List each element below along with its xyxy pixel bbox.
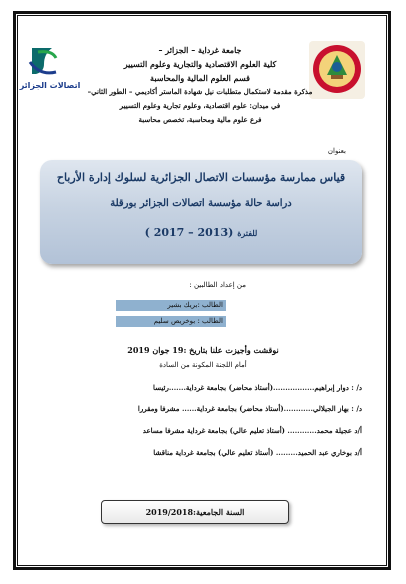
- department-name: قسم العلوم المالية والمحاسبة: [150, 73, 250, 83]
- period-years: (2013 – 2017 ): [144, 226, 234, 239]
- thesis-title: قياس ممارسة مؤسسات الاتصال الجزائرية لسلوك إدارة الأرباح: [56, 171, 346, 184]
- defense-date: نوقشت وأجيزت علنا بتاريخ :19 جوان 2019: [127, 345, 279, 355]
- student-1: الطالب :بريك بشير: [116, 300, 226, 311]
- title-box: [40, 160, 362, 264]
- branch-line: فرع علوم مالية ومحاسبة، تخصص محاسبة: [138, 115, 262, 124]
- student-2: الطالب : بوخريص سليم: [116, 316, 226, 327]
- prepared-by-label: من إعداد الطالبين :: [189, 281, 246, 289]
- academic-year-box: السنة الجامعية:2019/2018: [101, 500, 289, 524]
- jury-member-1: د/ : دوار إبراهيم.................(أستاذ محاضر) بجامعة غرداية.......رئيسا: [153, 383, 362, 392]
- jury-member-2: د/ : بهاز الجيلالي............(أستاذ محاضر) بجامعة غرداية...... مشرفا ومقررا: [137, 404, 362, 413]
- committee-label: أمام اللجنة المكونة من السادة: [159, 361, 247, 369]
- faculty-name: كلية العلوم الاقتصادية والتجارية وعلوم التسيير: [123, 59, 277, 69]
- institution-header: [70, 43, 330, 127]
- period-line: [40, 226, 362, 239]
- university-name: جامعة غرداية – الجزائر –: [158, 45, 242, 55]
- subject-label: بعنوان: [327, 147, 346, 155]
- thesis-description: مذكرة مقدمة لاستكمال متطلبات نيل شهادة الماستر أكاديمي – الطور الثاني–: [87, 87, 313, 96]
- case-study-line: دراسة حالة مؤسسة اتصالات الجزائر بورقلة: [110, 198, 292, 209]
- field-line: في ميدان: علوم اقتصادية، وعلوم تجارية وعلوم التسيير: [119, 101, 281, 110]
- jury-member-3: أ/د عجيلة محمد............ (أستاذ تعليم عالي) بجامعة غرداية مشرفا مساعد: [142, 426, 362, 435]
- algerie-telecom-logo: [19, 42, 81, 94]
- jury-member-4: أ/د بوخاري عبد الحميد......... (أستاذ تعليم عالي) بجامعة غرداية مناقشا: [153, 448, 362, 457]
- period-label: للفترة: [237, 228, 258, 238]
- logo-caption: اتصالات الجزائر: [19, 81, 81, 90]
